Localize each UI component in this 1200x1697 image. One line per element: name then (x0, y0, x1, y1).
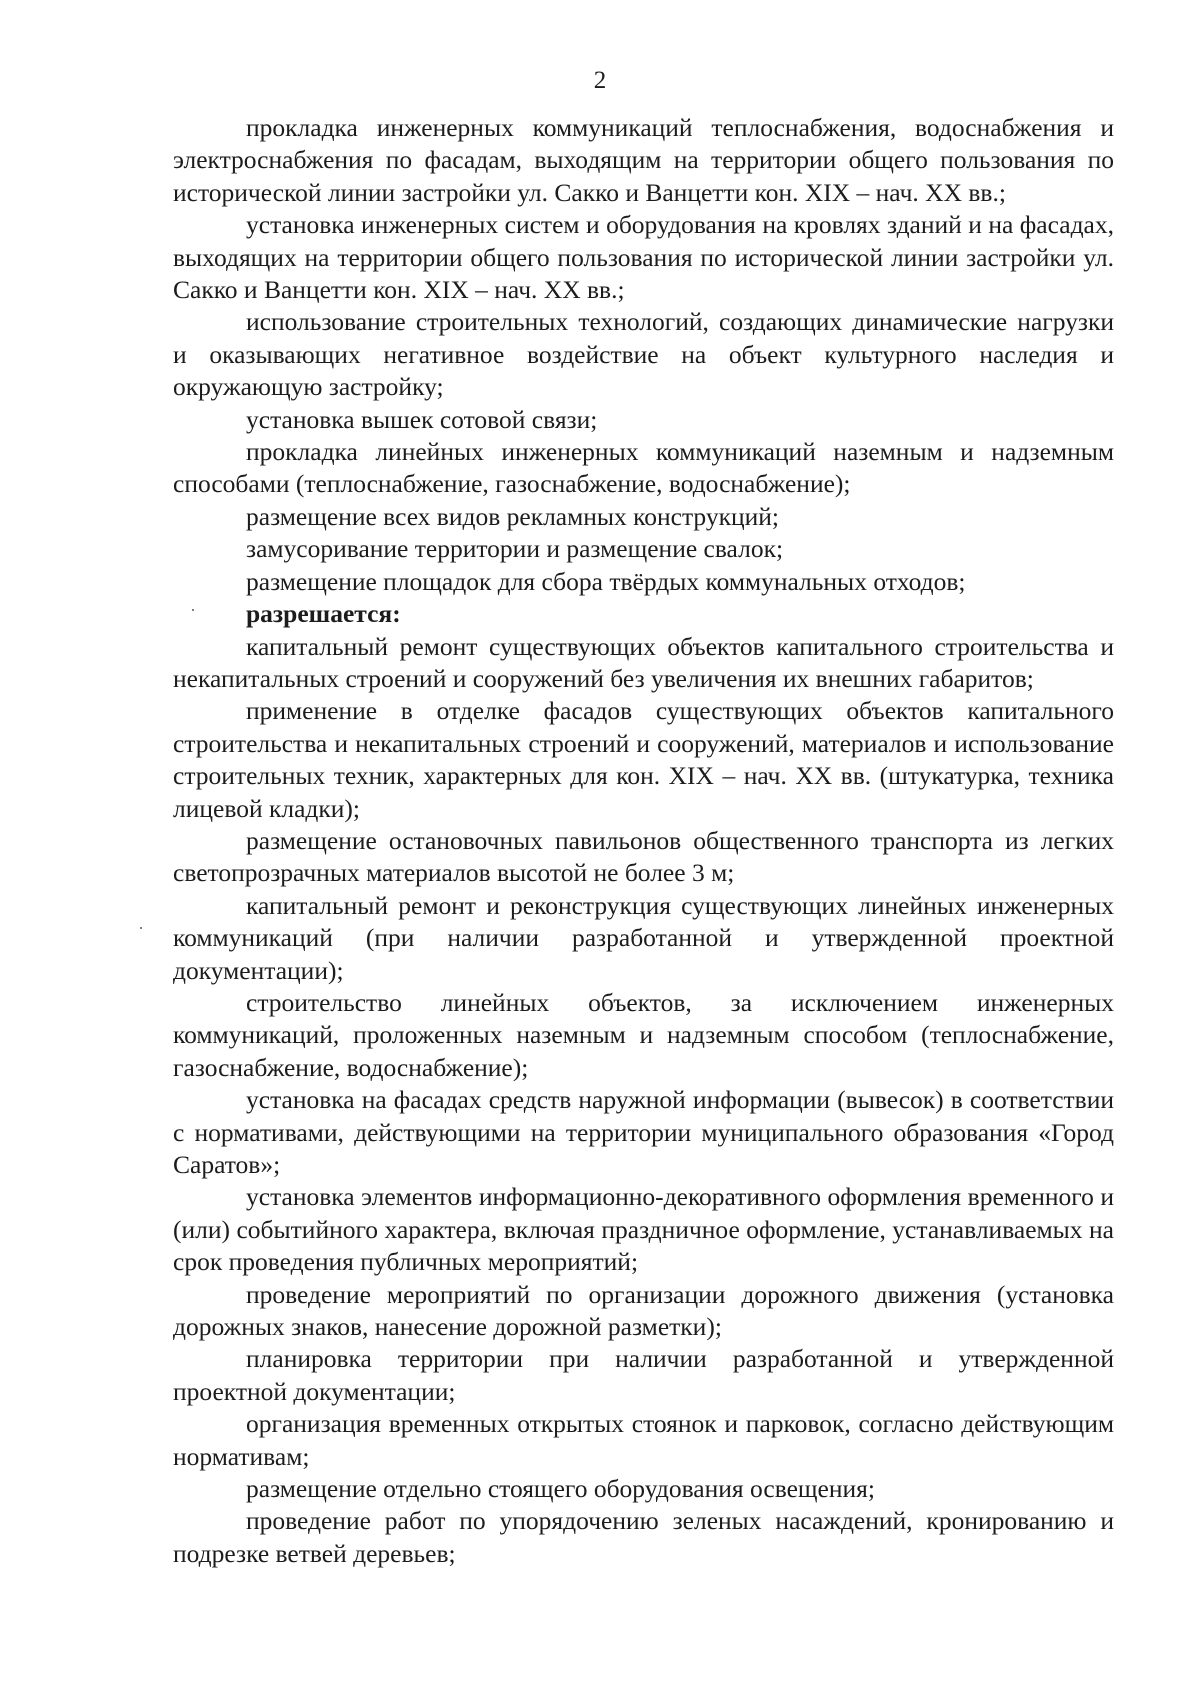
paragraph: замусоривание территории и размещение свалок; (246, 534, 784, 564)
paragraph: капитальный ремонт и реконструкция существующих линейных инженерных коммуникаций (при наличии разработанной и утвержденной проектной документации); (173, 890, 1114, 985)
page-number: 2 (593, 67, 607, 94)
document-body (173, 112, 1114, 1570)
paragraph: размещение остановочных павильонов общественного транспорта из легких светопрозрачных материалов высотой не более 3 м; (173, 825, 1114, 888)
paragraph: капитальный ремонт существующих объектов капитального строительства и некапитальных строений и сооружений без увеличения их внешних габаритов; (173, 631, 1114, 693)
paragraph: организация временных открытых стоянок и парковок, согласно действующим нормативам; (173, 1409, 1114, 1471)
paragraph: использование строительных технологий, создающих динамические нагрузки и оказывающих негативное воздействие на объект культурного наследия и окружающую застройку; (173, 307, 1114, 402)
paragraph: прокладка линейных инженерных коммуникаций наземным и надземным способами (теплоснабжение, газоснабжение, водоснабжение); (173, 437, 1114, 499)
paragraph: применение в отделке фасадов существующих объектов капитального строительства и некапитальных строений и сооружений, материалов и использование строительных техник, характерных для кон. XIX – нач. XX вв. (штукатурка, техника лицевой кладки); (173, 696, 1114, 823)
paragraph: строительство линейных объектов, за исключением инженерных коммуникаций, проложенных наземным и надземным способом (теплоснабжение, газоснабжение, водоснабжение); (173, 987, 1114, 1082)
paragraph: установка элементов информационно-декоративного оформления временного и (или) событийного характера, включая праздничное оформление, устанавливаемых на срок проведения публичных мероприятий; (173, 1182, 1114, 1277)
paragraph: установка инженерных систем и оборудования на кровлях зданий и на фасадах, выходящих на территории общего пользования по исторической линии застройки ул. Сакко и Ванцетти кон. XIX – нач. XX вв.; (173, 210, 1114, 305)
scan-speck (140, 927, 142, 929)
paragraph: размещение всех видов рекламных конструкций; (246, 501, 780, 531)
paragraph: прокладка инженерных коммуникаций теплоснабжения, водоснабжения и электроснабжения по фасадам, выходящим на территории общего пользования по исторической линии застройки ул. Сакко и Ванцетти кон. XIX – нач. XX вв.; (173, 113, 1114, 207)
paragraph: планировка территории при наличии разработанной и утвержденной проектной документации; (173, 1344, 1114, 1406)
paragraph: проведение работ по упорядочению зеленых насаждений, кронированию и подрезке ветвей деревьев; (173, 1506, 1114, 1568)
paragraph: установка вышек сотовой связи; (246, 404, 598, 434)
paragraph: проведение мероприятий по организации дорожного движения (установка дорожных знаков, нанесение дорожной разметки); (173, 1279, 1114, 1342)
paragraph: установка на фасадах средств наружной информации (вывесок) в соответствии с нормативами, действующими на территории муниципального образования «Город Саратов»; (173, 1085, 1114, 1179)
paragraph: размещение площадок для сбора твёрдых коммунальных отходов; (246, 566, 966, 596)
scan-speck (192, 609, 194, 611)
section-heading-permitted: разрешается: (246, 599, 401, 629)
paragraph: размещение отдельно стоящего оборудования освещения; (246, 1474, 875, 1504)
